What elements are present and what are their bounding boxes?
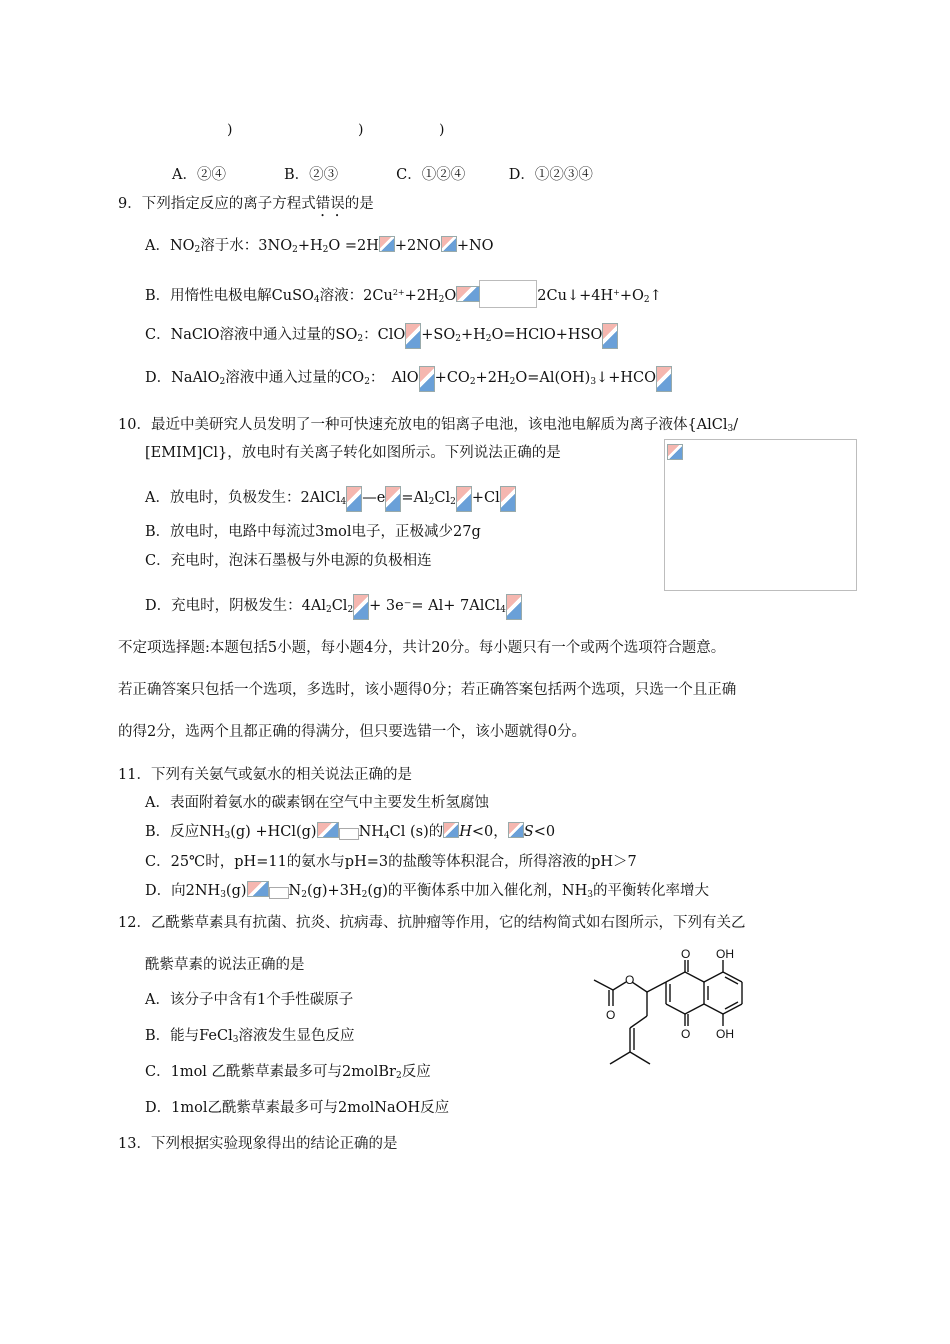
carbonyl-o-bottom: O: [681, 1027, 691, 1041]
q9-option-a: A．$NO_2$溶于水：$3NO_2+H_2O =2H +2NO +NO$: [145, 238, 494, 255]
missing-image-icon: [456, 486, 472, 512]
q10-option-d: D．充电时，阴极发生：$4Al_2Cl_2 + 3e^-= Al+$ 7AlCl$_4$: [145, 594, 522, 620]
q12-option-c: C．1mol 乙酰紫草素最多可与2molBr$_2$反应: [145, 1064, 431, 1081]
missing-image-icon: [385, 486, 401, 512]
q8-options: A．②④ B．②③ C．①②④ D．①②③④: [172, 167, 593, 183]
missing-image-icon: [500, 486, 516, 512]
q9-option-c: C．NaClO溶液中通入过量的$SO_2$：ClO $+SO_2+H_2O=HClO+HSO$: [145, 323, 618, 349]
q12-stem-line1: 12．乙酰紫草素具有抗菌、抗炎、抗病毒、抗肿瘤等作用，它的结构简式如右图所示，下列有关乙: [118, 915, 746, 931]
bracket-2: ): [358, 122, 364, 138]
ester-carbonyl-o: O: [606, 1008, 616, 1022]
missing-image-icon: [346, 486, 362, 512]
acetylshikonin-structure: [580, 942, 780, 1102]
instructions-line2: 若正确答案只包括一个选项，多选时，该小题得0分；若正确答案包括两个选项，只选一个且正确: [118, 682, 737, 698]
missing-image-icon: [441, 236, 457, 252]
q10-stem-line1: 10．最近中美研究人员发明了一种可快速充放电的铝离子电池，该电池电解质为离子液体{AlCl$_3$/: [118, 417, 739, 434]
q12-stem-line2: 酰紫草素的说法正确的是: [145, 957, 305, 973]
oh-top: OH: [716, 947, 734, 961]
missing-image-icon: [506, 594, 522, 620]
q10-option-a: A．放电时，负极发生：2AlCl$_4$ —e $=Al_2Cl_2 +Cl$: [145, 486, 516, 512]
q9-option-b: B．用惰性电极电解CuSO$_4$溶液：$2Cu^{2+}+2H_2O$ $2Cu↓+4H^++O_2↑$: [145, 280, 662, 310]
missing-image-icon: [508, 822, 524, 838]
q11-option-a: A．表面附着氨水的碳素钢在空气中主要发生析氢腐蚀: [145, 795, 489, 811]
bracket-3: ): [439, 122, 445, 138]
battery-figure-frame: [664, 439, 857, 591]
q12-option-a: A．该分子中含有1个手性碳原子: [145, 992, 354, 1008]
missing-image-icon: [353, 594, 369, 620]
missing-image-icon: [602, 323, 618, 349]
ester-o: O: [625, 973, 635, 987]
q12-option-d: D．1mol乙酰紫草素最多可与2molNaOH反应: [145, 1100, 450, 1116]
q10-stem-line2: [EMIM]Cl}，放电时有关离子转化如图所示。下列说法正确的是: [145, 445, 561, 461]
q9-option-d: D．NaAlO$_2$溶液中通入过量的$CO_2$： AlO $+CO_2+2H_2O=Al(OH)_3↓+HCO$: [145, 366, 672, 392]
missing-image-icon: [247, 881, 269, 897]
image-box: [479, 280, 537, 308]
image-box: [269, 887, 289, 899]
q13-stem: 13．下列根据实验现象得出的结论正确的是: [118, 1136, 398, 1152]
missing-image-icon: [419, 366, 435, 392]
missing-image-icon: [317, 822, 339, 838]
q11-option-c: C．25℃时，pH=11的氨水与pH=3的盐酸等体积混合，所得溶液的pH＞7: [145, 854, 637, 870]
q11-option-d: D．向$2NH_3(g)$ $N_2(g)+3H_2(g)$的平衡体系中加入催化剂，$NH_3$的平衡转化率增大: [145, 883, 709, 900]
missing-image-icon: [379, 236, 395, 252]
instructions-line1: 不定项选择题:本题包括5小题，每小题4分，共计20分。每小题只有一个或两个选项符合题意。: [118, 640, 726, 656]
q10-option-b: B．放电时，电路中每流过3mol电子，正极减少27g: [145, 524, 481, 540]
q10-option-c: C．充电时，泡沫石墨极与外电源的负极相连: [145, 553, 432, 569]
q11-option-b: B．反应$NH_3(g) +HCl(g)$ $NH_4Cl$ (s)的 H<0， S<0: [145, 824, 556, 841]
image-box: [339, 828, 359, 840]
missing-image-icon: [656, 366, 672, 392]
missing-image-icon: [456, 286, 480, 302]
q9-stem: 9．下列指定反应的离子方程式错误的是: [118, 196, 374, 212]
q11-stem: 11．下列有关氨气或氨水的相关说法正确的是: [118, 767, 412, 783]
carbonyl-o-top: O: [681, 947, 691, 961]
missing-image-icon: [405, 323, 421, 349]
missing-image-icon: [667, 444, 683, 460]
instructions-line3: 的得2分，选两个且都正确的得满分，但只要选错一个，该小题就得0分。: [118, 724, 586, 740]
q12-option-b: B．能与FeCl$_3$溶液发生显色反应: [145, 1028, 355, 1045]
bracket-1: ): [227, 122, 233, 138]
oh-bottom: OH: [716, 1027, 734, 1041]
missing-image-icon: [443, 822, 459, 838]
